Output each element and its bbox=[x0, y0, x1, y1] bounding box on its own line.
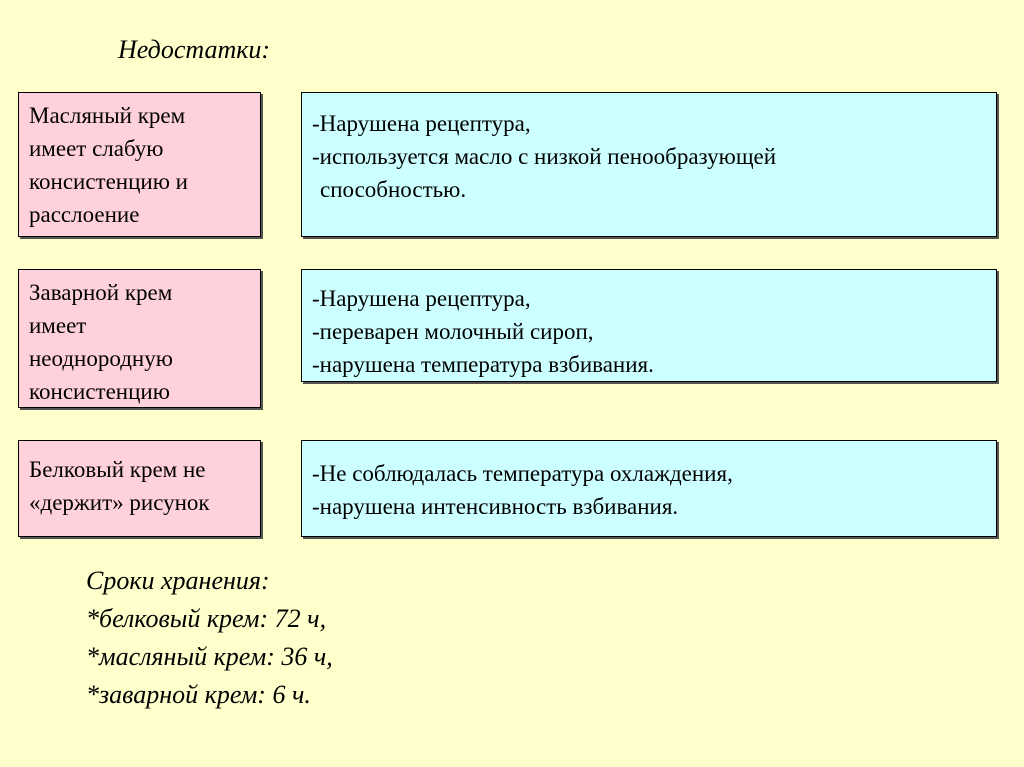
storage-terms bbox=[86, 562, 333, 714]
cause-box-butter-cream bbox=[301, 92, 997, 237]
problem-line: консистенцию и bbox=[29, 169, 188, 194]
storage-title: Сроки хранения: bbox=[86, 566, 270, 595]
problem-line: «держит» рисунок bbox=[29, 490, 210, 515]
cause-line: -нарушена температура взбивания. bbox=[312, 352, 654, 377]
cause-line: способностью. bbox=[320, 177, 467, 202]
cause-line: -переварен молочный сироп, bbox=[312, 319, 594, 344]
problem-line: имеет bbox=[29, 313, 87, 338]
cause-line: -используется масло с низкой пенообразующей bbox=[312, 144, 777, 169]
problem-line: Заварной крем bbox=[29, 280, 173, 305]
problem-box-butter-cream bbox=[18, 92, 261, 237]
cause-line: -Нарушена рецептура, bbox=[312, 286, 531, 311]
cause-line: -нарушена интенсивность взбивания. bbox=[312, 494, 679, 519]
heading: Недостатки: bbox=[118, 35, 271, 64]
problem-box-protein-cream bbox=[18, 440, 261, 537]
problem-box-custard-cream bbox=[18, 269, 261, 408]
cause-box-custard-cream bbox=[301, 269, 997, 382]
storage-item: *заварной крем: 6 ч. bbox=[86, 680, 311, 709]
cause-line: -Не соблюдалась температура охлаждения, bbox=[312, 461, 733, 486]
storage-item: *белковый крем: 72 ч, bbox=[86, 604, 327, 633]
cause-box-protein-cream bbox=[301, 440, 997, 537]
problem-line: Белковый крем не bbox=[29, 457, 206, 482]
cause-line: -Нарушена рецептура, bbox=[312, 111, 531, 136]
problem-line: расслоение bbox=[29, 202, 140, 227]
problem-line: Масляный крем bbox=[29, 103, 186, 128]
problem-line: имеет слабую bbox=[29, 136, 164, 161]
problem-line: неоднородную bbox=[29, 346, 173, 371]
problem-line: консистенцию bbox=[29, 379, 170, 404]
storage-item: *масляный крем: 36 ч, bbox=[86, 642, 333, 671]
